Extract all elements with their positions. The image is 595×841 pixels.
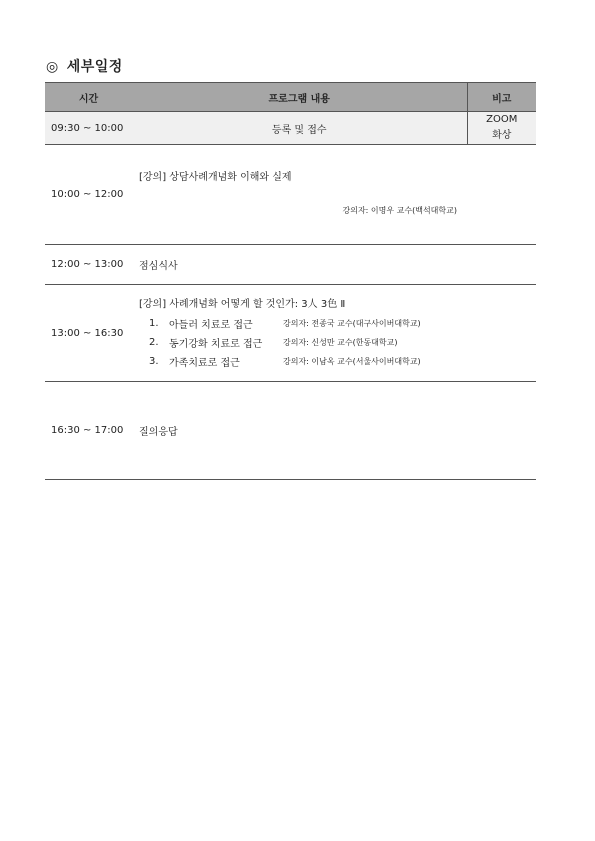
row-time: 10:00 ~ 12:00 [45,145,132,245]
row-program-cell [132,382,536,480]
row-time: 12:00 ~ 13:00 [45,245,132,285]
schedule-table [45,82,536,480]
page-title-text: 세부일정 [66,59,123,75]
item-number: 1. [149,318,159,329]
row-time: 09:30 ~ 10:00 [45,112,132,145]
row-program-cell [132,245,536,285]
table-row [45,245,536,285]
item-topic: 동기강화 치료로 접근 [169,339,263,350]
row-program: 질의응답 [139,427,178,438]
item-lecturer: 강의자: 신성만 교수(한동대학교) [283,338,398,347]
row-time: 13:00 ~ 16:30 [45,285,132,382]
item-lecturer: 강의자: 전종국 교수(대구사이버대학교) [283,319,421,328]
note-line: ZOOM [486,114,518,125]
row-program: [강의] 상담사례개념화 이해와 실제 [139,171,292,183]
row-program-cell [132,145,536,245]
list-item [139,314,536,333]
row-program: 점심식사 [139,261,178,272]
table-row [45,382,536,480]
lecturer-label: 강의자: 이명우 교수(백석대학교) [342,205,457,215]
table-row [45,285,536,382]
page-title [46,56,123,76]
table-header-row [45,83,536,112]
row-time: 16:30 ~ 17:00 [45,382,132,480]
row-program: [강의] 사례개념화 어떻게 할 것인가: 3人 3色 Ⅱ [139,299,346,310]
table-row [45,112,536,145]
list-item [139,352,536,371]
header-time: 시간 [45,83,132,112]
item-lecturer: 강의자: 이남옥 교수(서울사이버대학교) [283,357,421,366]
item-topic: 아들러 치료로 접근 [169,320,253,331]
header-program: 프로그램 내용 [132,83,467,112]
lecture-list [139,314,536,371]
row-program: 등록 및 접수 [132,112,467,145]
header-note: 비고 [467,83,536,112]
double-circle-icon: ◎ [46,59,59,75]
note-line: 화상 [492,130,512,141]
item-number: 2. [149,337,159,348]
item-number: 3. [149,356,159,367]
table-row [45,145,536,245]
row-program-cell [132,285,536,382]
row-note [467,112,536,145]
list-item [139,333,536,352]
item-topic: 가족치료로 접근 [169,358,240,369]
